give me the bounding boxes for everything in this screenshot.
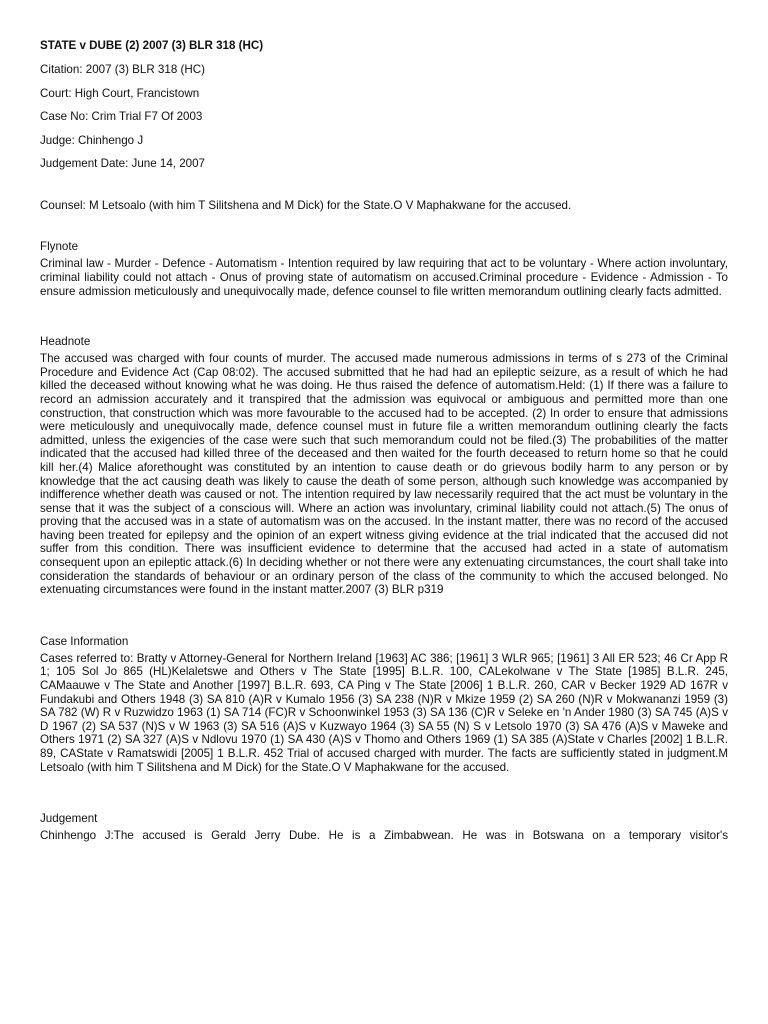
case-number: Case No: Crim Trial F7 Of 2003 <box>40 110 203 124</box>
flynote-text: Criminal law - Murder - Defence - Automatism - Intention required by law requiring that act to be voluntary - Where action involuntary, criminal liability could not attach - Onus of proving state of automatism on accused.Criminal procedure - Evidence - Admission - To ensure admission meticulously and unequivocally made, defence counsel to file written memorandum outlining clearly facts admitted. <box>40 257 728 298</box>
document-page <box>40 38 728 843</box>
judgement-text: Chinhengo J:The accused is Gerald Jerry Dube. He is a Zimbabwean. He was in Botswana on a temporary visitor's <box>40 829 728 843</box>
court: Court: High Court, Francistown <box>40 86 200 100</box>
judgement-date: Judgement Date: June 14, 2007 <box>40 157 206 171</box>
case-title: STATE v DUBE (2) 2007 (3) BLR 318 (HC) <box>40 39 264 52</box>
judgement-heading: Judgement <box>40 812 98 826</box>
counsel: Counsel: M Letsoalo (with him T Silitshena and M Dick) for the State.O V Maphakwane for the accused. <box>40 199 572 213</box>
headnote-text: The accused was charged with four counts of murder. The accused made numerous admissions in terms of s 273 of the Criminal Procedure and Evidence Act (Cap 08:02). The accused submitted that he had had an epileptic seizure, as a result of which he had killed the deceased without knowing what he was doing. He thus raised the defence of automatism.Held: (1) If there was a failure to record an admission accurately and it transpired that the admission was equivocal or ambiguous and permitted more than one construction, that construction which was more favourable to the accused had to be accepted. (2) In order to ensure that admissions were meticulously and unequivocally made, defence counsel must in future file a written memorandum outlining clearly the facts admitted, unless the exigencies of the case were such that such memorandum could not be filed.(3) The probabilities of the matter indicated that the accused had killed three of the deceased and then waited for the fourth deceased to return home so that he could kill her.(4) Malice aforethought was constituted by an intention to cause death or do grievous bodily harm to any person or by knowledge that the act causing death was likely to cause the death of some person, although such knowledge was accompanied by indifference whether death was caused or not. The intention required by law necessarily required that the act must be voluntary in the sense that it was the subject of a conscious will. Where an action was involuntary, criminal liability could not attach.(5) The onus of proving that the accused was in a state of automatism was on the accused. In the instant matter, there was no record of the accused having been treated for epilepsy and the opinion of an expert witness giving evidence at the trial indicated that the accused did not suffer from this condition. There was insufficient evidence to determine that the accused had acted in a state of automatism consequent upon an epileptic attack.(6) In deciding whether or not there were any extenuating circumstances, the court shall take into consideration the standards of behaviour or an ordinary person of the class of the community to which the accused belonged. No extenuating circumstances were found in the instant matter.2007 (3) BLR p319 <box>40 352 728 597</box>
flynote-section <box>40 239 728 298</box>
judge: Judge: Chinhengo J <box>40 133 144 147</box>
case-information-heading: Case Information <box>40 634 129 648</box>
headnote-heading: Headnote <box>40 335 91 349</box>
case-information-section <box>40 634 728 774</box>
headnote-section <box>40 334 728 597</box>
judgement-section <box>40 811 728 843</box>
flynote-heading: Flynote <box>40 240 79 254</box>
citation: Citation: 2007 (3) BLR 318 (HC) <box>40 63 205 76</box>
case-information-text: Cases referred to: Bratty v Attorney-General for Northern Ireland [1963] AC 386; [1961] 3 WLR 965; [1961] 3 All ER 523; 46 Cr App R 1; 105 Sol Jo 865 (HL)Kelaletswe and Others v The State [1995] B.L.R. 100, CALekolwane v The State [1985] B.L.R. 245, CAMaauwe v The State and Another [1997] B.L.R. 693, CA Ping v The State [2006] 1 B.L.R. 260, CAR v Becker 1929 AD 167R v Fundakubi and Others 1948 (3) SA 810 (A)R v Kumalo 1956 (3) SA 238 (N)R v Mkize 1959 (2) SA 260 (N)R v Mokwananzi 1959 (3) SA 782 (W) R v Ruzwidzo 1963 (1) SA 714 (FC)R v Schoonwinkel 1953 (3) SA 136 (C)R v Seleke en 'n Ander 1980 (3) SA 745 (A)S v D 1967 (2) SA 537 (N)S v W 1963 (3) SA 516 (A)S v Kuzwayo 1964 (3) SA 55 (N) S v Letsolo 1970 (3) SA 476 (A)S v Maweke and Others 1971 (2) SA 327 (A)S v Ndlovu 1970 (1) SA 430 (A)S v Thomo and Others 1969 (1) SA 385 (A)State v Charles [2002] 1 B.L.R. 89, CAState v Ramatswidi [2005] 1 B.L.R. 452 Trial of accused charged with murder. The facts are sufficiently stated in judgment.M Letsoalo (with him T Silitshena and M Dick) for the State.O V Maphakwane for the accused. <box>40 651 728 774</box>
